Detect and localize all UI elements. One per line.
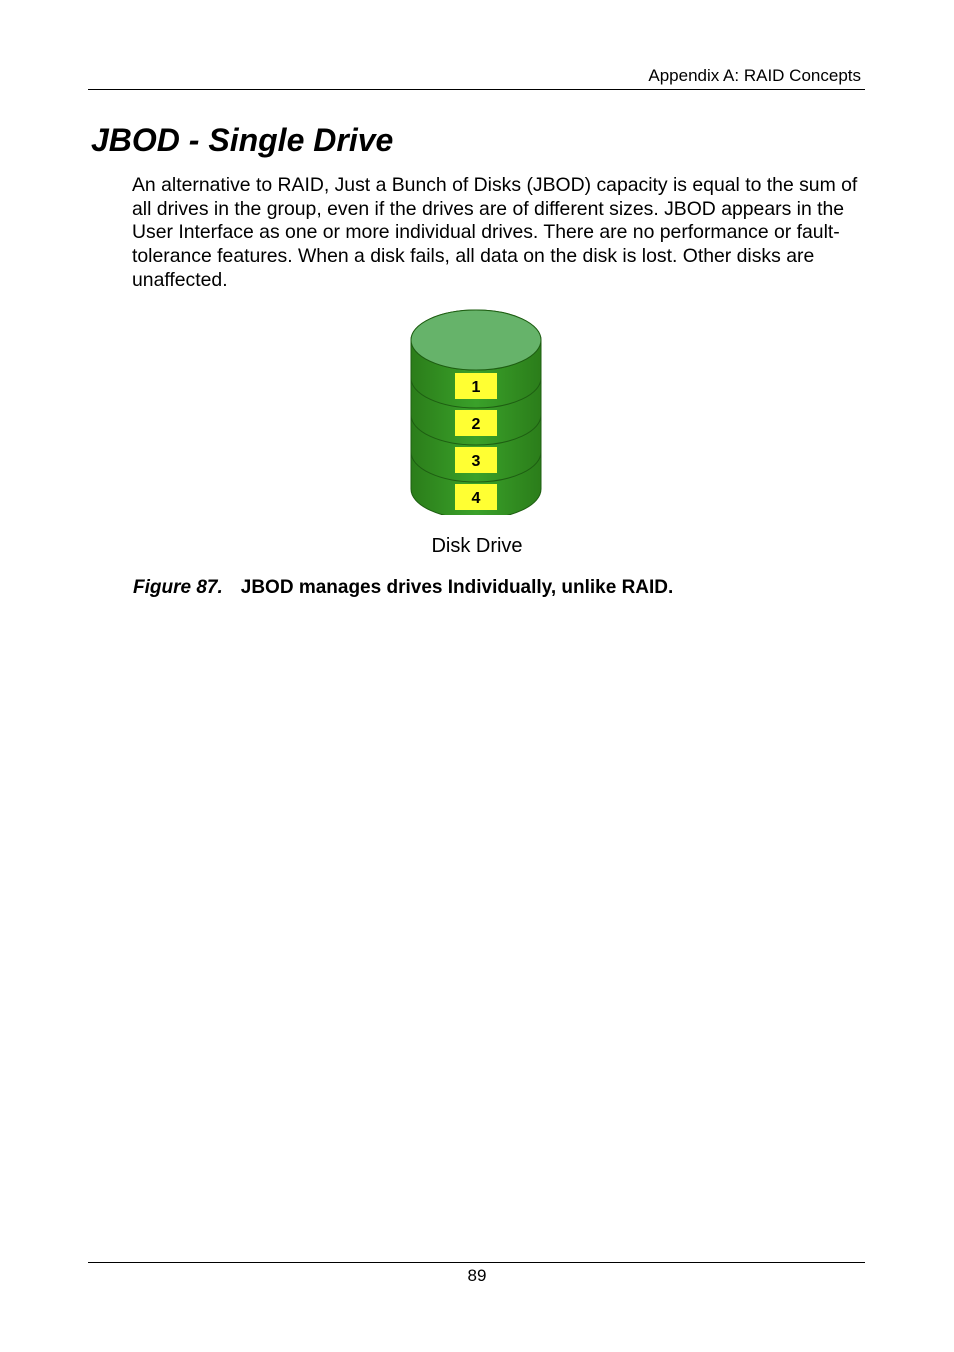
disk-top-surface (411, 310, 541, 370)
disk-drive-illustration (405, 305, 547, 515)
running-header: Appendix A: RAID Concepts (648, 66, 861, 85)
figure-image-caption: Disk Drive (431, 535, 523, 557)
body-paragraph: An alternative to RAID, Just a Bunch of Disks (JBOD) capacity is equal to the sum of all drives in the group, even if the drives are of different sizes. JBOD appears in the User Interface as one or more individual drives. There are no performance or fault-tolerance features. When a disk fails, all data on the disk is lost. Other disks are unaffected. (132, 174, 858, 291)
disk-label-2: 2 (471, 416, 481, 433)
figure-caption (133, 576, 673, 600)
disk-label-1: 1 (471, 379, 481, 396)
page-title: JBOD - Single Drive (91, 122, 394, 158)
disk-label-3: 3 (471, 453, 481, 470)
footer-rule (88, 1262, 865, 1263)
figure-caption-text: JBOD manages drives Individually, unlike RAID. (240, 577, 674, 598)
figure-label: Figure 87. (133, 577, 223, 598)
header-rule (88, 89, 865, 90)
page-number: 89 (467, 1266, 487, 1285)
disk-label-4: 4 (471, 490, 481, 507)
